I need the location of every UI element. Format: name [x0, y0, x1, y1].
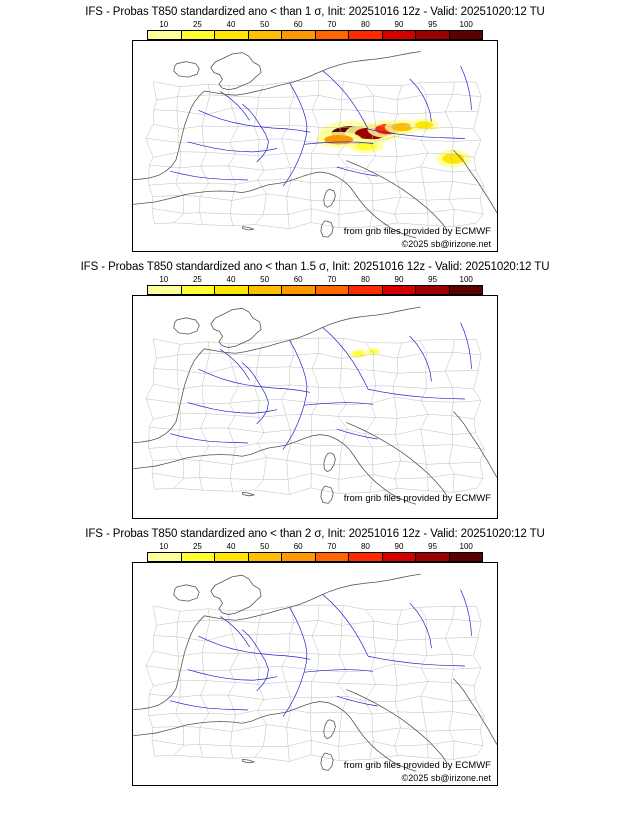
- panel-title-3: IFS - Probas T850 standardized ano < than 2 σ, Init: 20251016 12z - Valid: 20251020:12 TU: [85, 528, 545, 540]
- colorbar-segment: [349, 553, 383, 561]
- colorbar-segment: [349, 286, 383, 294]
- colorbar-2: [147, 275, 483, 295]
- colorbar-tick: 90: [394, 542, 404, 551]
- colorbar-segment: [416, 286, 450, 294]
- map-source-note-1: from grib files provided by ECMWF: [343, 226, 491, 237]
- colorbar-tick: 100: [459, 20, 473, 29]
- colorbar-segment: [148, 553, 182, 561]
- colorbar-tick: 60: [293, 20, 303, 29]
- colorbar-tick: 40: [226, 275, 236, 284]
- colorbar-ticks-3: [147, 542, 483, 552]
- colorbar-bar-1: [147, 30, 483, 40]
- colorbar-1: [147, 20, 483, 40]
- map-panel-3: [0, 522, 630, 786]
- map-credit-3: ©2025 sb@irizone.net: [401, 773, 491, 783]
- colorbar-tick: 25: [192, 275, 202, 284]
- colorbar-3: [147, 542, 483, 562]
- colorbar-bar-3: [147, 552, 483, 562]
- colorbar-segment: [416, 31, 450, 39]
- colorbar-segment: [383, 286, 417, 294]
- colorbar-tick: 40: [226, 542, 236, 551]
- colorbar-segment: [383, 31, 417, 39]
- colorbar-segment: [316, 31, 350, 39]
- colorbar-tick: 50: [260, 542, 270, 551]
- map-credit-1: ©2025 sb@irizone.net: [401, 239, 491, 249]
- colorbar-segment: [148, 286, 182, 294]
- colorbar-tick: 40: [226, 20, 236, 29]
- colorbar-tick: 50: [260, 20, 270, 29]
- map-graphic-3: [133, 563, 497, 785]
- colorbar-ticks-1: [147, 20, 483, 30]
- colorbar-tick: 25: [192, 542, 202, 551]
- colorbar-ticks-2: [147, 275, 483, 285]
- map-source-note-3: from grib files provided by ECMWF: [343, 760, 491, 771]
- colorbar-segment: [282, 553, 316, 561]
- colorbar-tick: 60: [293, 542, 303, 551]
- colorbar-segment: [349, 31, 383, 39]
- colorbar-segment: [249, 286, 283, 294]
- colorbar-segment: [249, 31, 283, 39]
- map-graphic-1: [133, 41, 497, 251]
- colorbar-segment: [316, 286, 350, 294]
- map-canvas-2[interactable]: [132, 295, 498, 519]
- colorbar-tick: 70: [327, 275, 337, 284]
- map-canvas-3[interactable]: [132, 562, 498, 786]
- colorbar-segment: [215, 286, 249, 294]
- colorbar-segment: [383, 553, 417, 561]
- colorbar-tick: 95: [428, 20, 438, 29]
- colorbar-tick: 70: [327, 542, 337, 551]
- panel-title-1: IFS - Probas T850 standardized ano < than 1 σ, Init: 20251016 12z - Valid: 20251020:12 TU: [85, 6, 545, 18]
- colorbar-tick: 90: [394, 275, 404, 284]
- map-panel-1: [0, 0, 630, 252]
- colorbar-tick: 100: [459, 542, 473, 551]
- colorbar-tick: 80: [360, 20, 370, 29]
- map-graphic-2: [133, 296, 497, 518]
- map-canvas-1[interactable]: [132, 40, 498, 252]
- colorbar-tick: 80: [360, 275, 370, 284]
- colorbar-segment: [450, 553, 483, 561]
- colorbar-tick: 10: [159, 542, 169, 551]
- colorbar-segment: [182, 553, 216, 561]
- colorbar-tick: 90: [394, 20, 404, 29]
- colorbar-segment: [215, 553, 249, 561]
- colorbar-tick: 100: [459, 275, 473, 284]
- colorbar-tick: 10: [159, 20, 169, 29]
- panel-title-2: IFS - Probas T850 standardized ano < than 1.5 σ, Init: 20251016 12z - Valid: 20251020:12 TU: [80, 261, 550, 273]
- colorbar-segment: [182, 286, 216, 294]
- colorbar-tick: 80: [360, 542, 370, 551]
- colorbar-segment: [316, 553, 350, 561]
- colorbar-tick: 70: [327, 20, 337, 29]
- colorbar-tick: 50: [260, 275, 270, 284]
- colorbar-segment: [282, 31, 316, 39]
- colorbar-segment: [182, 31, 216, 39]
- colorbar-segment: [282, 286, 316, 294]
- colorbar-tick: 60: [293, 275, 303, 284]
- map-source-note-2: from grib files provided by ECMWF: [343, 493, 491, 504]
- colorbar-tick: 95: [428, 542, 438, 551]
- colorbar-segment: [450, 31, 483, 39]
- colorbar-segment: [249, 553, 283, 561]
- colorbar-tick: 10: [159, 275, 169, 284]
- map-panel-2: [0, 255, 630, 519]
- colorbar-tick: 95: [428, 275, 438, 284]
- colorbar-segment: [215, 31, 249, 39]
- colorbar-segment: [416, 553, 450, 561]
- colorbar-segment: [450, 286, 483, 294]
- colorbar-bar-2: [147, 285, 483, 295]
- colorbar-tick: 25: [192, 20, 202, 29]
- colorbar-segment: [148, 31, 182, 39]
